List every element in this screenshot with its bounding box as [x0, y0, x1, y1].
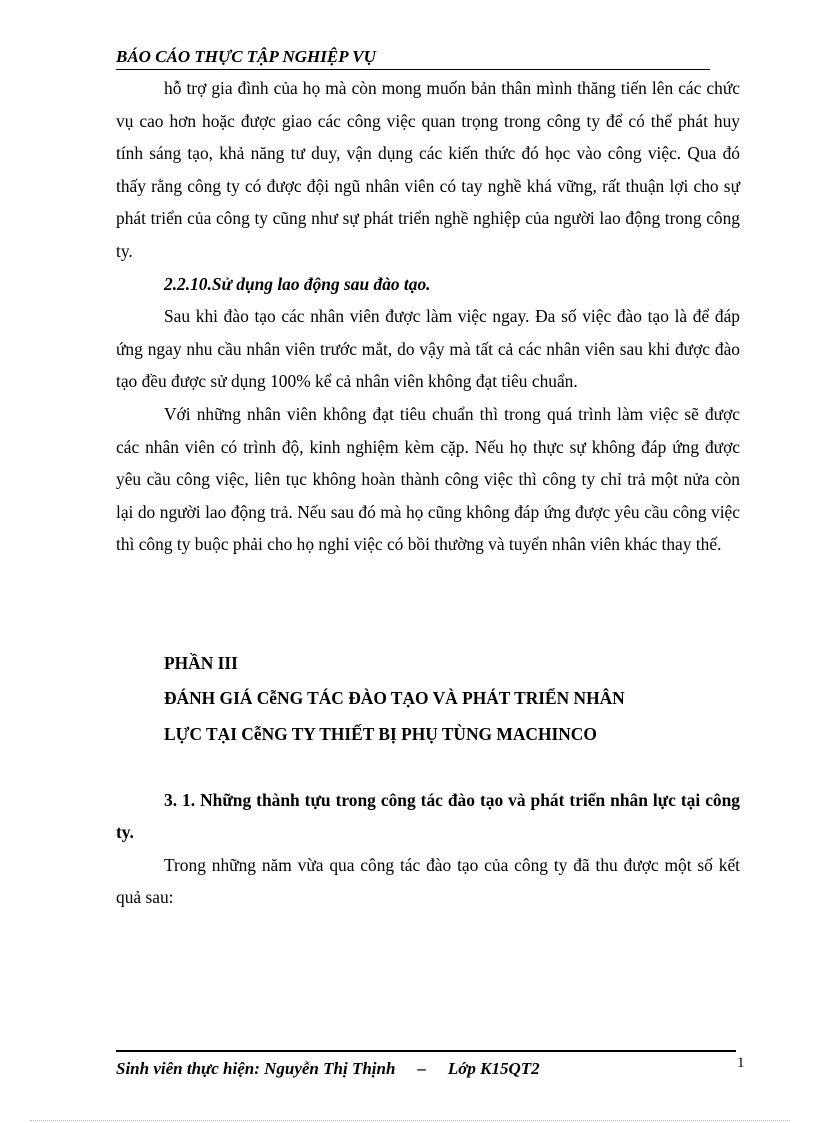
paragraph-continuation: hỗ trợ gia đình của họ mà còn mong muốn bản thân mình thăng tiến lên các chức vụ cao hơn hoặc được giao các công việc quan trọng trong công ty để có thể phát huy tính sáng tạo, khả năng tư duy, vận dụng các kiến thức đó học vào công việc. Qua đó thấy rằng công ty có được đội ngũ nhân viên có tay nghề khá vững, rất thuận lợi cho sự phát triển của công ty cũng như sự phát triển nghề nghiệp của người lao động trong công ty.: [116, 78, 740, 261]
subsection-heading: 2.2.10.Sử dụng lao động sau đào tạo.: [164, 273, 431, 294]
page-number: 1: [737, 1055, 745, 1071]
footer-separator: –: [417, 1059, 426, 1078]
paragraph-section-intro: Trong những năm vừa qua công tác đào tạo của công ty đã thu được một số kết quả sau:: [116, 854, 740, 908]
spacer: [116, 752, 740, 784]
spacer: [116, 561, 740, 647]
footer-class: Lớp K15QT2: [447, 1059, 540, 1078]
running-header: BÁO CÁO THỰC TẬP NGHIỆP VỤ: [116, 47, 710, 70]
page-body: [116, 72, 740, 914]
part-label: PHẦN III: [164, 652, 238, 673]
paragraph-underperformers: Với những nhân viên không đạt tiêu chuẩn thì trong quá trình làm việc sẽ được các nhân viên có trình độ, kinh nghiệm kèm cặp. Nếu họ thực sự không đáp ứng được yêu cầu công việc, liên tục không hoàn thành công việc thì công ty chỉ trả một nửa còn lại do người lao động trả. Nếu sau đó mà họ cũng không đáp ứng được yêu cầu công việc thì công ty buộc phải cho họ nghỉ việc có bồi thường và tuyển nhân viên khác thay thế.: [116, 403, 740, 555]
page-edge-divider: [30, 1120, 790, 1121]
section-heading: 3. 1. Những thành tựu trong công tác đào tạo và phát triển nhân lực tại công ty.: [116, 789, 740, 843]
part-title-line-1: ĐÁNH GIÁ CễNG TÁC ĐÀO TẠO VÀ PHÁT TRIỂN NHÂN: [164, 687, 625, 708]
running-footer: [116, 1050, 736, 1080]
part-title-line-2: LỰC TẠI CễNG TY THIẾT BỊ PHỤ TÙNG MACHINCO: [164, 723, 597, 744]
paragraph-training-usage: Sau khi đào tạo các nhân viên được làm việc ngay. Đa số việc đào tạo là để đáp ứng ngay nhu cầu nhân viên trước mắt, do vậy mà tất cả các nhân viên sau khi được đào tạo đều được sử dụng 100% kể cả nhân viên không đạt tiêu chuẩn.: [116, 306, 740, 392]
footer-student: Sinh viên thực hiện: Nguyễn Thị Thịnh: [116, 1059, 396, 1078]
